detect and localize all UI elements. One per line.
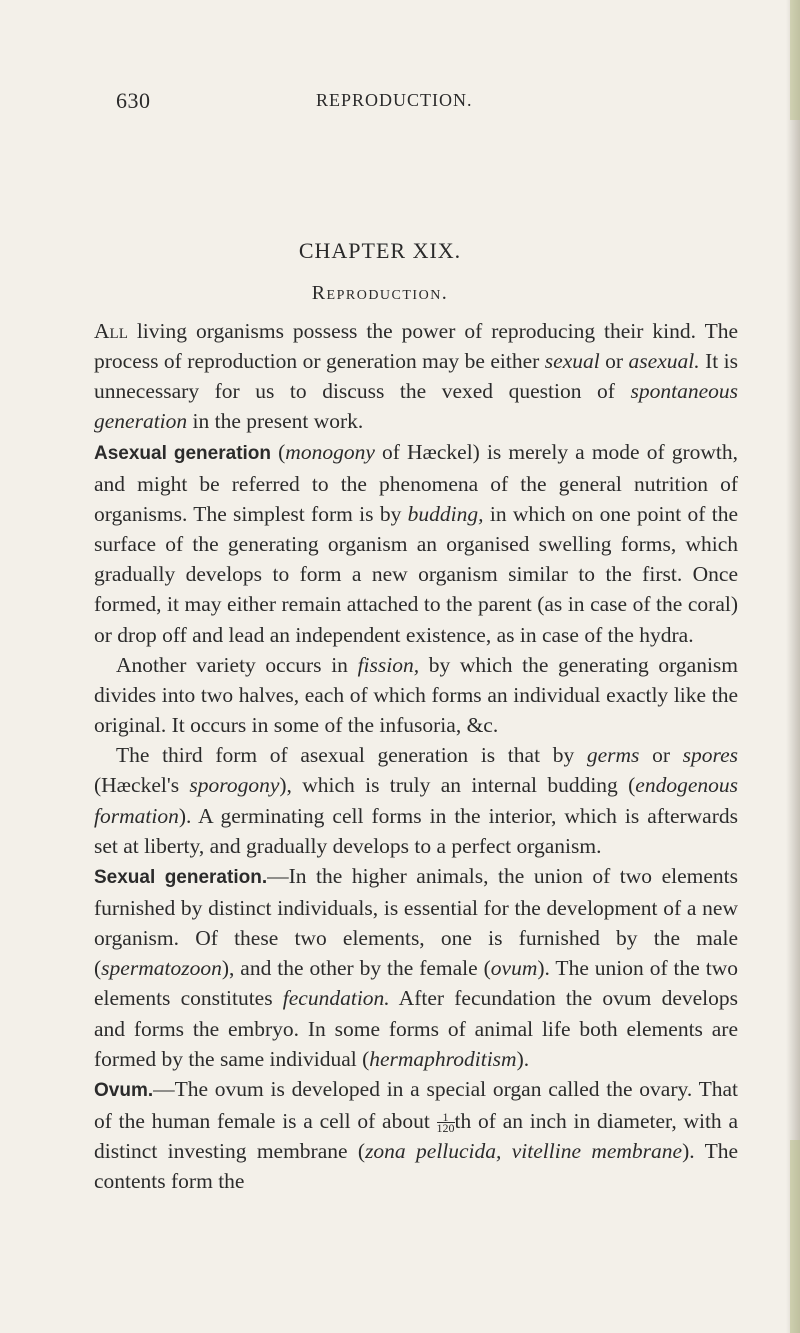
page-number: 630 [116,88,151,113]
fraction-suffix: th [454,1109,472,1134]
section-heading-sexual: Sexual generation. [94,866,268,888]
fraction [436,1110,455,1136]
paragraph-intro: All living organisms possess the power of reproducing their kind. The process of reproduction or generation may be either sexual or asexual. It is unnecessary for us to discuss the vexed question of spontaneous generation in the present work. [94,319,738,434]
page-edge-shadow [786,0,800,1333]
term-spermatozoon: spermatozoon [101,956,222,981]
paragraph-asexual-generation: Asexual generation (monogony of Hæckel) is merely a mode of growth, and might be referred to the phenomena of the general nutrition of organisms. The simplest form is by budding, in which on one point of the surface of the generating organism an organised swelling forms, which gradually develops to form a new organism similar to the first. Once formed, it may either remain attached to the parent (as in case of the coral) or drop off and lead an independent existence, as in case of the hydra. [94,439,739,647]
lead-word: All [94,319,128,343]
page-edge-stain [790,1140,800,1333]
section-heading-asexual: Asexual generation [94,442,272,464]
paragraph-ovum: Ovum.—The ovum is developed in a special organ called the ovary. That of the human female is a cell of about $\frac{1}{120}$ th of an inch in diameter, with a distinct investing membrane (zona pellucida, vitelline membrane). The contents form the [94,1076,739,1194]
term-monogony: monogony [285,439,375,464]
paragraph-germs-spores: The third form of asexual generation is that by germs or spores (Hæckel's sporogony), which is truly an internal budding (endogenous formation). A germinating cell forms in the interior, which is afterwards set at liberty, and gradually develops to a perfect organism. [94,743,738,858]
chapter-title: CHAPTER XIX. [298,238,462,263]
term-fecundation: fecundation. [282,986,390,1011]
term-germs: germs [586,743,640,768]
term-ovum: ovum [490,956,538,981]
term-asexual: asexual. [628,349,700,374]
running-title: REPRODUCTION. [316,90,473,110]
fraction-numerator: 1 [437,1112,455,1123]
term-spontaneous-generation: spontaneous generation [94,379,738,434]
fraction-denominator: 120 [436,1121,455,1136]
term-zona-pellucida: zona pellucida, vitelline membrane [365,1139,683,1164]
term-sexual: sexual [544,349,600,374]
term-endogenous-formation: endogenous formation [94,773,738,828]
section-heading-ovum: Ovum. [94,1079,154,1101]
body-text [94,316,738,1197]
paragraph-sexual-generation: Sexual generation.—In the higher animals, the union of two elements furnished by distinct individuals, is essential for the development of a new organism. Of these two elements, one is furnished by the male (spermatozoon), and the other by the female (ovum). The union of the two elements constitutes fecundation. After fecundation the ovum develops and forms the embryo. In some forms of animal life both elements are formed by the same individual (hermaphroditism). [94,863,738,1071]
term-sporogony: sporogony [189,773,280,798]
term-hermaphroditism: hermaphroditism [369,1046,517,1071]
page-edge-stain [790,0,800,120]
paragraph-fission: Another variety occurs in fission, by which the generating organism divides into two halves, each of which forms an individual exactly like the original. It occurs in some of the infusoria, &c. [94,652,739,738]
running-head [116,88,736,118]
term-budding: budding, [407,501,484,526]
term-fission: fission, [357,652,420,677]
chapter-subtitle: Reproduction. [311,282,449,304]
term-spores: spores [682,743,738,768]
